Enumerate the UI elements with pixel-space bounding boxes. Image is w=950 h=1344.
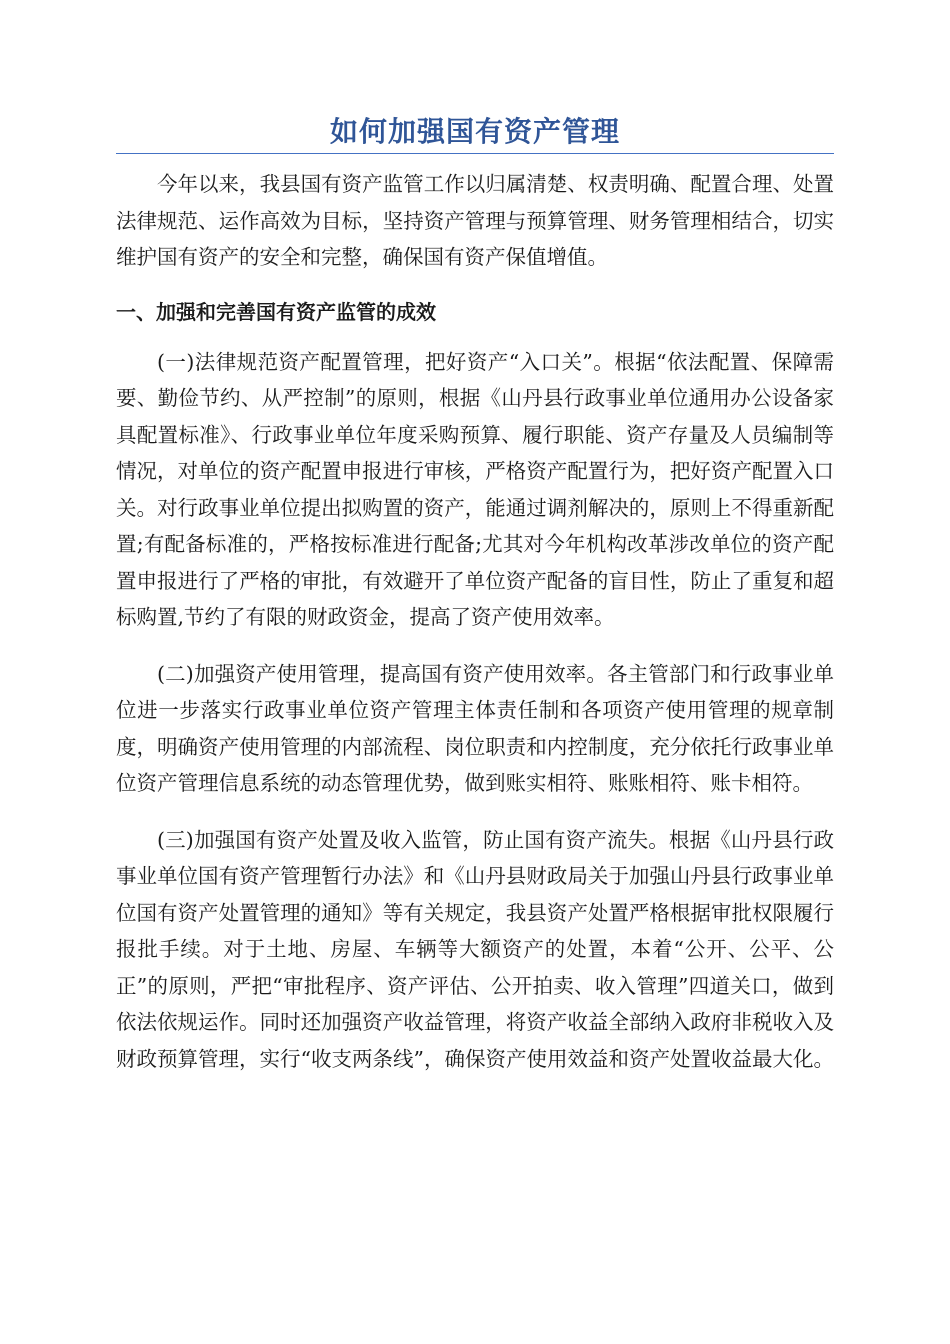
paragraph-2: (二)加强资产使用管理，提高国有资产使用效率。各主管部门和行政事业单位进一步落实行政事业单位资产管理主体责任制和各项资产使用管理的规章制度，明确资产使用管理的内部流程、岗位职责和内控制度，充分依托行政事业单位资产管理信息系统的动态管理优势，做到账实相符、账账相符、账卡相符。 bbox=[116, 661, 834, 795]
paragraph-spacer bbox=[116, 802, 834, 822]
paragraph-1: (一)法律规范资产配置管理，把好资产“入口关”。根据“依法配置、保障需要、勤俭节约、从严控制”的原则，根据《山丹县行政事业单位通用办公设备家具配置标准》、行政事业单位年度采购预算、履行职能、资产存量及人员编制等情况，对单位的资产配置申报进行审核，严格资产配置行为，把好资产配置入口关。对行政事业单位提出拟购置的资产，能通过调剂解决的，原则上不得重新配置;有配备标准的，严格按标准进行配备;尤其对今年机构改革涉改单位的资产配置申报进行了严格的审批，有效避开了单位资产配备的盲目性，防止了重复和超标购置,节约了有限的财政资金，提高了资产使用效率。 bbox=[116, 349, 834, 629]
paragraph-3: (三)加强国有资产处置及收入监管，防止国有资产流失。根据《山丹县行政事业单位国有资产管理暂行办法》和《山丹县财政局关于加强山丹县行政事业单位国有资产处置管理的通知》等有关规定，我县资产处置严格根据审批权限履行报批手续。对于土地、房屋、车辆等大额资产的处置，本着“公开、公平、公正”的原则，严把“审批程序、资产评估、公开拍卖、收入管理”四道关口，做到依法依规运作。同时还加强资产收益管理，将资产收益全部纳入政府非税收入及财政预算管理，实行“收支两条线”，确保资产使用效益和资产处置收益最大化。 bbox=[116, 827, 834, 1071]
section-heading: 一、加强和完善国有资产监管的成效 bbox=[116, 299, 436, 324]
document-title: 如何加强国有资产管理 bbox=[116, 112, 834, 154]
intro-paragraph: 今年以来，我县国有资产监管工作以归属清楚、权责明确、配置合理、处置法律规范、运作高效为目标，坚持资产管理与预算管理、财务管理相结合，切实维护国有资产的安全和完整，确保国有资产保值增值。 bbox=[116, 172, 834, 269]
document-page bbox=[116, 112, 834, 1077]
paragraph-spacer bbox=[116, 636, 834, 656]
